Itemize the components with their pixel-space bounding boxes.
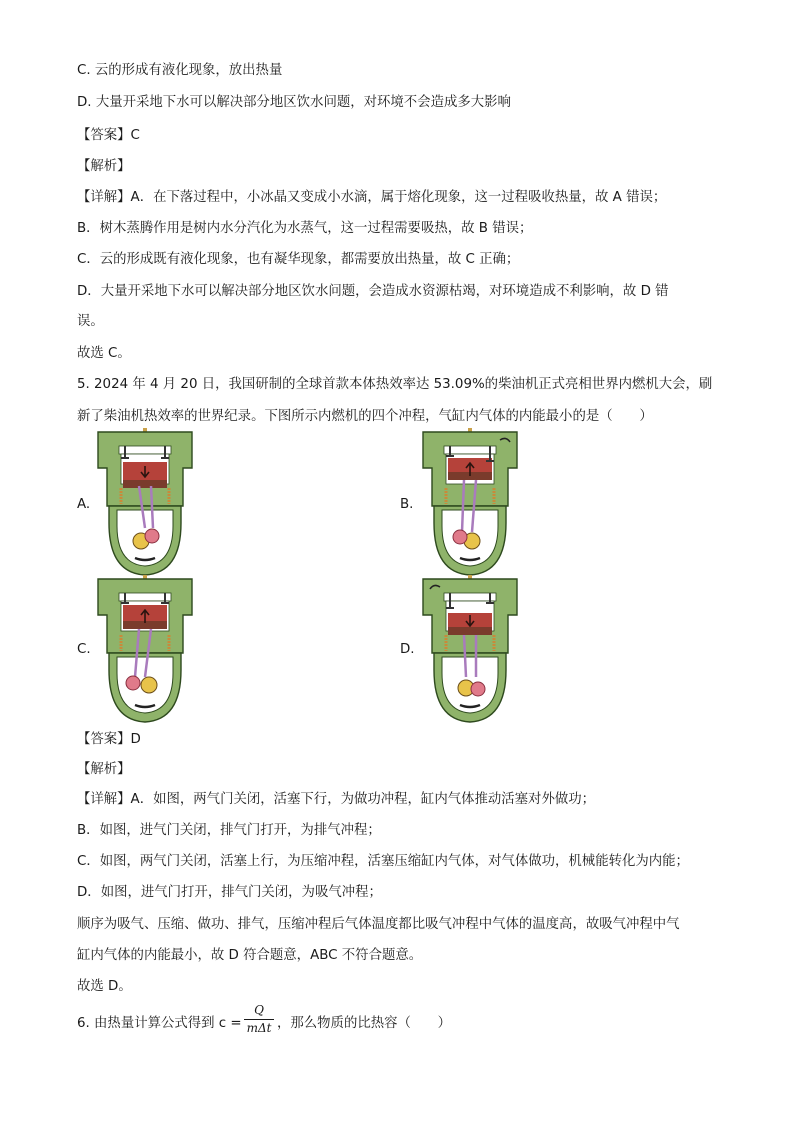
q5-choice: 故选 D。 [77,979,132,994]
engine-diagram-exhaust-stroke [420,428,520,580]
q4-option-c: C. 云的形成有液化现象，放出热量 [77,63,283,78]
engine-diagram-power-stroke [95,428,195,580]
specific-heat-formula-fraction [244,1003,274,1036]
q5-answer: 【答案】D [77,732,141,747]
q4-detail-d-line2: 误。 [77,314,104,329]
crank-pin [453,530,467,544]
q4-detail-a: 【详解】A．在下落过程中，小冰晶又变成小水滴，属于熔化现象，这一过程吸收热量，故 A 错误； [77,190,667,205]
fraction-numerator: Q [254,1003,264,1017]
fraction-bar [244,1019,274,1020]
q4-detail-b: B．树木蒸腾作用是树内水分汽化为水蒸气，这一过程需要吸热，故 B 错误； [77,221,533,236]
q4-choice: 故选 C。 [77,346,131,361]
q5-stem-line2: 新了柴油机热效率的世界纪录。下图所示内燃机的四个冲程，气缸内气体的内能最小的是（ ） [77,409,653,424]
q5-summary-line1: 顺序为吸气、压缩、做功、排气，压缩冲程后气体温度都比吸气冲程中气体的温度高，故吸气冲程中气 [77,917,680,932]
engine-diagram-compression-stroke [95,575,195,727]
engine-diagram-intake-stroke [420,575,520,727]
q4-option-d: D. 大量开采地下水可以解决部分地区饮水问题，对环境不会造成多大影响 [77,95,511,110]
q5-detail-c: C．如图，两气门关闭，活塞上行，为压缩冲程，活塞压缩缸内气体，对气体做功，机械能转化为内能； [77,854,689,869]
engine-body [423,575,517,722]
q5-detail-d: D．如图，进气门打开，排气门关闭，为吸气冲程； [77,885,382,900]
q4-answer: 【答案】C [77,128,140,143]
q5-option-d-label: D. [400,642,415,657]
fraction-denominator: mΔt [246,1021,272,1035]
piston [448,627,492,635]
q4-detail-c: C．云的形成既有液化现象，也有凝华现象，都需要放出热量，故 C 正确； [77,252,520,267]
crank-pin [126,676,140,690]
engine-body [98,428,192,575]
q5-option-c-label: C. [77,642,91,657]
piston [123,480,167,488]
q6-stem-suffix: ，那么物质的比热容（ ） [277,1016,452,1031]
q5-detail-a: 【详解】A．如图，两气门关闭，活塞下行，为做功冲程，缸内气体推动活塞对外做功； [77,792,596,807]
q6-stem-prefix: 6. 由热量计算公式得到 c = [77,1016,242,1031]
crank-pin [145,529,159,543]
q5-stem-line1: 5. 2024 年 4 月 20 日，我国研制的全球首款本体热效率达 53.09%的柴油机正式亮相世界内燃机大会，刷 [77,377,713,392]
engine-body [423,428,517,575]
q4-detail-d-line1: D．大量开采地下水可以解决部分地区饮水问题，会造成水资源枯竭，对环境造成不利影响，故 D 错 [77,284,669,299]
q5-option-a-label: A. [77,497,91,512]
crank-pin [471,682,485,696]
engine-body [98,575,192,722]
q5-summary-line2: 缸内气体的内能最小，故 D 符合题意，ABC 不符合题意。 [77,948,423,963]
q5-analysis-heading: 【解析】 [77,762,131,777]
q5-detail-b: B．如图，进气门关闭，排气门打开，为排气冲程； [77,823,381,838]
q5-option-b-label: B. [400,497,414,512]
crank-gear [141,677,157,693]
q4-analysis-heading: 【解析】 [77,159,131,174]
